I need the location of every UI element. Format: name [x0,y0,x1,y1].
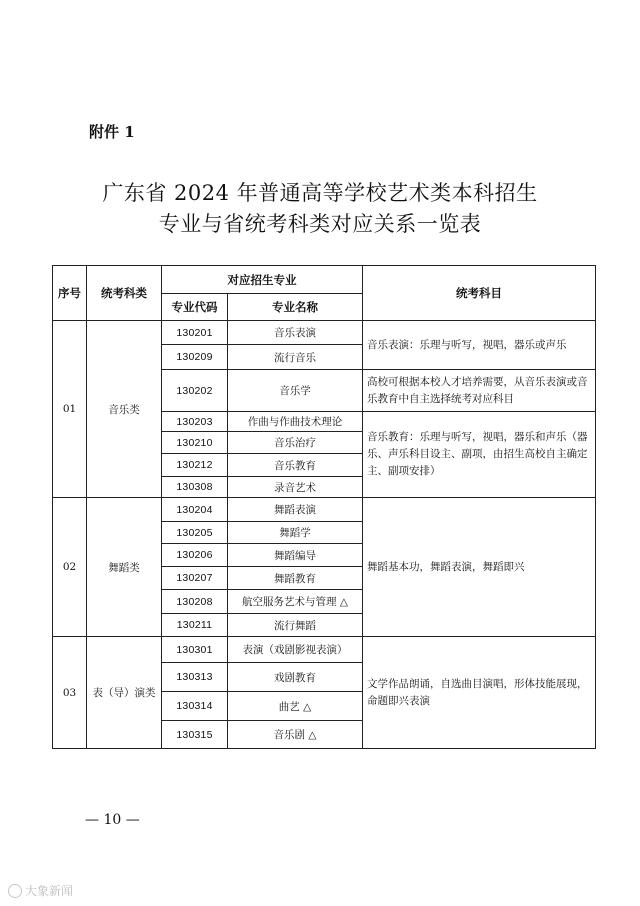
major-name: 音乐表演 [228,321,363,345]
major-name: 舞蹈表演 [228,498,363,522]
page-title-line-2: 专业与省统考科类对应关系一览表 [158,212,482,236]
major-name: 航空服务艺术与管理 △ [228,590,363,614]
major-code: 130203 [162,412,228,432]
header-subjects: 统考科目 [363,266,596,321]
attachment-label: 附件 1 [89,123,135,141]
major-code: 130201 [162,321,228,345]
watermark-logo-icon [8,884,22,898]
major-code: 130315 [162,721,228,749]
major-name: 戏剧教育 [228,663,363,692]
major-code: 130206 [162,544,228,567]
major-code: 130308 [162,477,228,498]
major-name: 音乐治疗 [228,432,363,454]
major-code: 130202 [162,370,228,412]
header-seq: 序号 [53,266,87,321]
subjects-cell: 文学作品朗诵，自选曲目演唱，形体技能展现，命题即兴表演 [363,637,596,749]
header-category: 统考科类 [87,266,162,321]
major-code: 130204 [162,498,228,522]
major-code: 130314 [162,692,228,721]
subjects-cell: 音乐教育：乐理与听写，视唱，器乐和声乐（器乐、声乐科目设主、副项，由招生高校自主确定主、副项安排） [363,412,596,498]
major-name: 音乐教育 [228,454,363,477]
header-name: 专业名称 [228,294,363,321]
major-code: 130301 [162,637,228,663]
major-name: 音乐剧 △ [228,721,363,749]
header-major-group: 对应招生专业 [162,266,363,294]
major-name: 舞蹈教育 [228,567,363,590]
seq-cell: 02 [53,498,87,637]
header-code: 专业代码 [162,294,228,321]
major-name: 表演（戏剧影视表演） [228,637,363,663]
major-code: 130210 [162,432,228,454]
page-number: — 10 — [85,812,140,828]
major-code: 130205 [162,522,228,544]
major-name: 舞蹈编导 [228,544,363,567]
seq-cell: 03 [53,637,87,749]
major-name: 作曲与作曲技术理论 [228,412,363,432]
major-name: 录音艺术 [228,477,363,498]
subjects-cell: 音乐表演：乐理与听写，视唱，器乐或声乐 [363,321,596,370]
major-code: 130207 [162,567,228,590]
subjects-cell: 舞蹈基本功，舞蹈表演，舞蹈即兴 [363,498,596,637]
subjects-cell: 高校可根据本校人才培养需要，从音乐表演或音乐教育中自主选择统考对应科目 [363,370,596,412]
major-code: 130212 [162,454,228,477]
page-title-line-1: 广东省 2024 年普通高等学校艺术类本科招生 [102,181,538,205]
major-name: 音乐学 [228,370,363,412]
table-row [53,321,596,345]
table-row [53,637,596,663]
category-cell: 表（导）演类 [87,637,162,749]
major-name: 流行音乐 [228,345,363,370]
major-code: 130208 [162,590,228,614]
watermark [8,882,73,899]
major-code: 130313 [162,663,228,692]
major-name: 流行舞蹈 [228,614,363,637]
major-correspondence-table [52,265,596,749]
major-name: 舞蹈学 [228,522,363,544]
category-cell: 音乐类 [87,321,162,498]
category-cell: 舞蹈类 [87,498,162,637]
major-code: 130209 [162,345,228,370]
watermark-text: 大象新闻 [25,884,74,898]
seq-cell: 01 [53,321,87,498]
major-code: 130211 [162,614,228,637]
table-row [53,498,596,522]
major-name: 曲艺 △ [228,692,363,721]
